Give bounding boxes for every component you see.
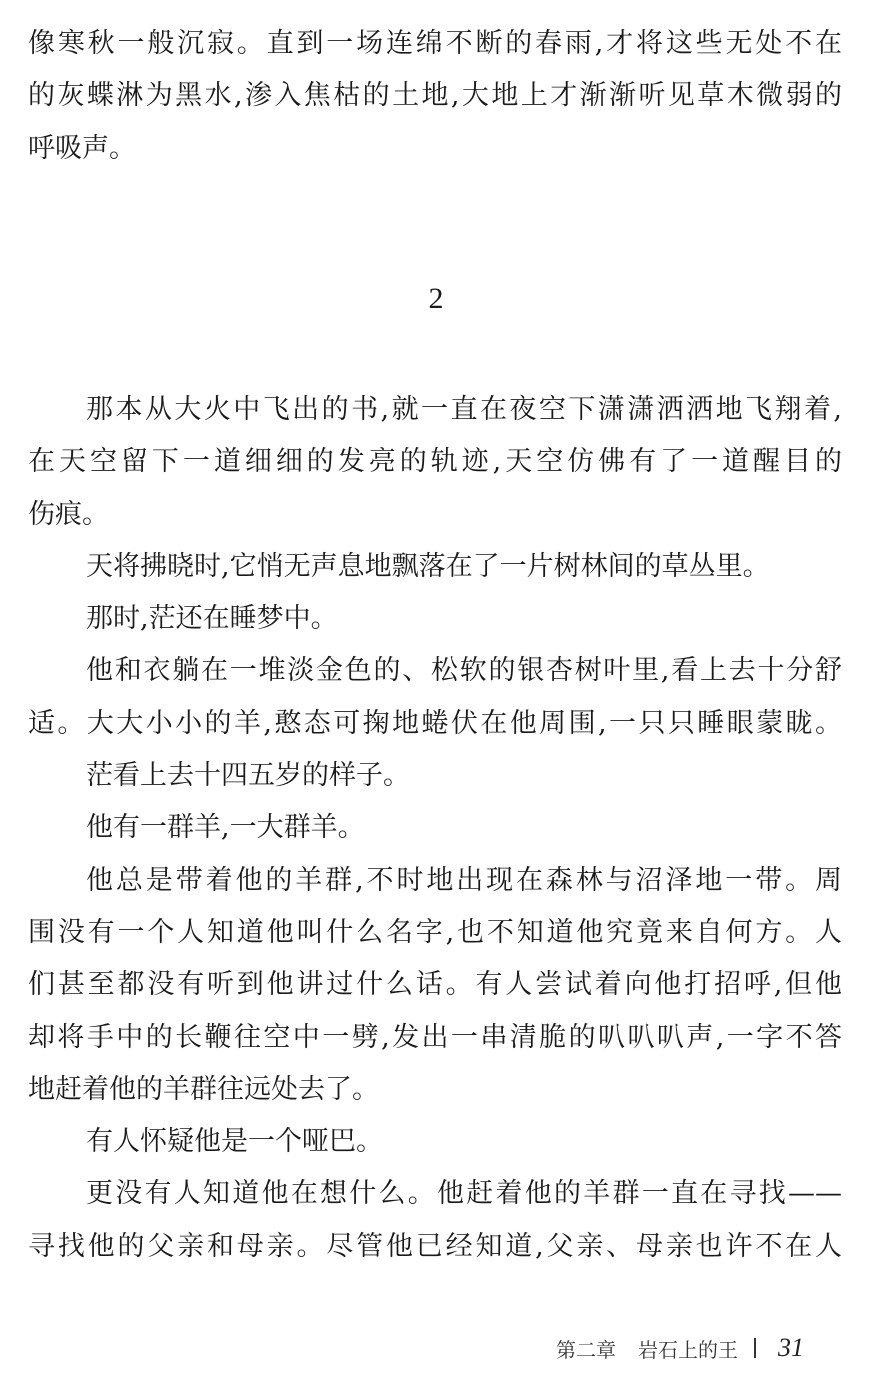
text-block-top	[28, 18, 842, 175]
text-line: 他总是带着他的羊群,不时地出现在森林与沼泽地一带。周	[86, 864, 842, 896]
page-footer	[556, 1333, 804, 1363]
page-number: 31	[778, 1333, 804, 1362]
text-line: 茫看上去十四五岁的样子。	[86, 760, 410, 792]
text-line: 天将拂晓时,它悄无声息地飘落在了一片树林间的草丛里。	[86, 550, 770, 582]
text-block-section-2	[28, 384, 842, 1273]
footer-chapter-title: 岩石上的王	[638, 1337, 738, 1362]
text-line: 他和衣躺在一堆淡金色的、松软的银杏树叶里,看上去十分舒	[86, 655, 842, 687]
footer-divider	[754, 1338, 756, 1358]
text-line: 却将手中的长鞭往空中一劈,发出一串清脆的叭叭叭声,一字不答	[28, 1021, 842, 1053]
text-line: 在天空留下一道细细的发亮的轨迹,天空仿佛有了一道醒目的	[28, 446, 842, 478]
text-line: 的灰蝶淋为黑水,渗入焦枯的土地,大地上才渐渐听见草木微弱的	[28, 80, 842, 112]
text-line: 伤痕。	[28, 498, 109, 530]
text-line: 呼吸声。	[28, 132, 136, 164]
text-line: 像寒秋一般沉寂。直到一场连绵不断的春雨,才将这些无处不在	[28, 28, 842, 59]
footer-chapter: 第二章	[556, 1337, 616, 1362]
text-line: 那时,茫还在睡梦中。	[86, 603, 338, 635]
text-line: 围没有一个人知道他叫什么名字,也不知道他究竟来自何方。人	[28, 916, 842, 948]
text-line: 他有一群羊,一大群羊。	[86, 812, 365, 844]
text-line: 更没有人知道他在想什么。他赶着他的羊群一直在寻找——	[86, 1178, 842, 1210]
text-line: 寻找他的父亲和母亲。尽管他已经知道,父亲、母亲也许不在人	[28, 1230, 842, 1262]
section-number-heading: 2	[428, 282, 444, 315]
text-line: 那本从大火中飞出的书,就一直在夜空下潇潇洒洒地飞翔着,	[86, 394, 842, 425]
text-line: 们甚至都没有听到他讲过什么话。有人尝试着向他打招呼,但他	[28, 969, 842, 1001]
text-line: 有人怀疑他是一个哑巴。	[86, 1126, 383, 1158]
text-line: 适。大大小小的羊,憨态可掬地蜷伏在他周围,一只只睡眼蒙眬。	[28, 707, 842, 739]
text-line: 地赶着他的羊群往远处去了。	[28, 1073, 379, 1105]
